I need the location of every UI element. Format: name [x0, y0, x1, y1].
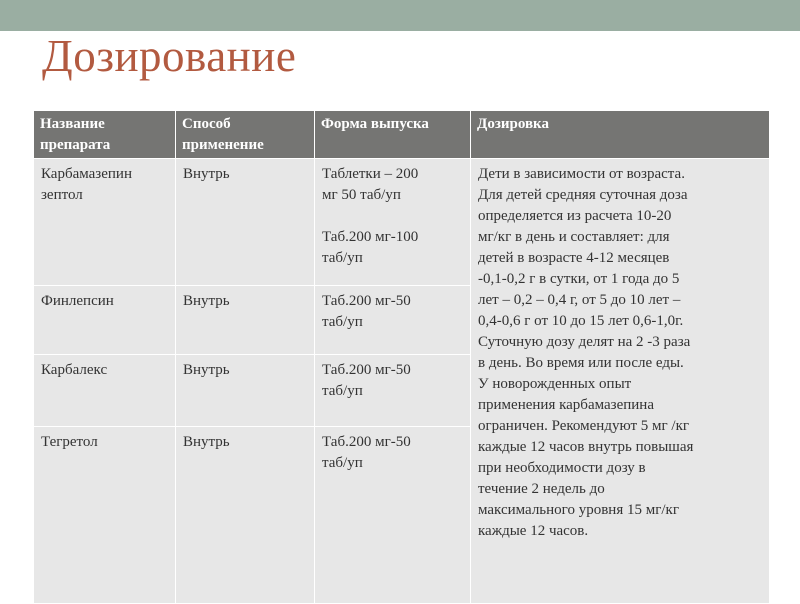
cell-drug-name: Финлепсин [34, 285, 176, 355]
cell-drug-name: Карбалекс [34, 355, 176, 427]
cell-form: Таб.200 мг-50 таб/уп [315, 285, 471, 355]
header-drug-name: Название препарата [34, 111, 176, 159]
top-decor-bar [0, 0, 800, 31]
table-row [34, 159, 770, 286]
table-header-row [34, 111, 770, 159]
cell-route: Внутрь [176, 285, 315, 355]
header-dosage: Дозировка [471, 111, 770, 159]
dosage-table [33, 110, 770, 604]
header-route: Способ применение [176, 111, 315, 159]
cell-route: Внутрь [176, 355, 315, 427]
cell-dosage: Дети в зависимости от возраста. Для детей средняя суточная доза определяется из расчета 10-20 мг/кг в день и составляет: для детей в возрасте 4-12 месяцев -0,1-0,2 г в сутки, от 1 года до 5 лет – 0,2 – 0,4 г, от 5 до 10 лет – 0,4-0,6 г от 10 до 15 лет 0,6-1,0г. Суточную дозу делят на 2 -3 раза в день. Во время или после еды. У новорожденных опыт применения карбамазепина ограничен. Рекомендуют 5 мг /кг каждые 12 часов внутрь повышая при необходимости дозу в течение 2 недель до максимального уровня 15 мг/кг каждые 12 часов. [471, 159, 770, 604]
cell-drug-name: Карбамазепин зептол [34, 159, 176, 286]
cell-drug-name: Тегретол [34, 427, 176, 604]
cell-form: Таблетки – 200 мг 50 таб/уп Таб.200 мг-100 таб/уп [315, 159, 471, 286]
page-title: Дозирование [42, 31, 297, 81]
header-form: Форма выпуска [315, 111, 471, 159]
cell-form: Таб.200 мг-50 таб/уп [315, 355, 471, 427]
cell-form: Таб.200 мг-50 таб/уп [315, 427, 471, 604]
cell-route: Внутрь [176, 427, 315, 604]
cell-route: Внутрь [176, 159, 315, 286]
